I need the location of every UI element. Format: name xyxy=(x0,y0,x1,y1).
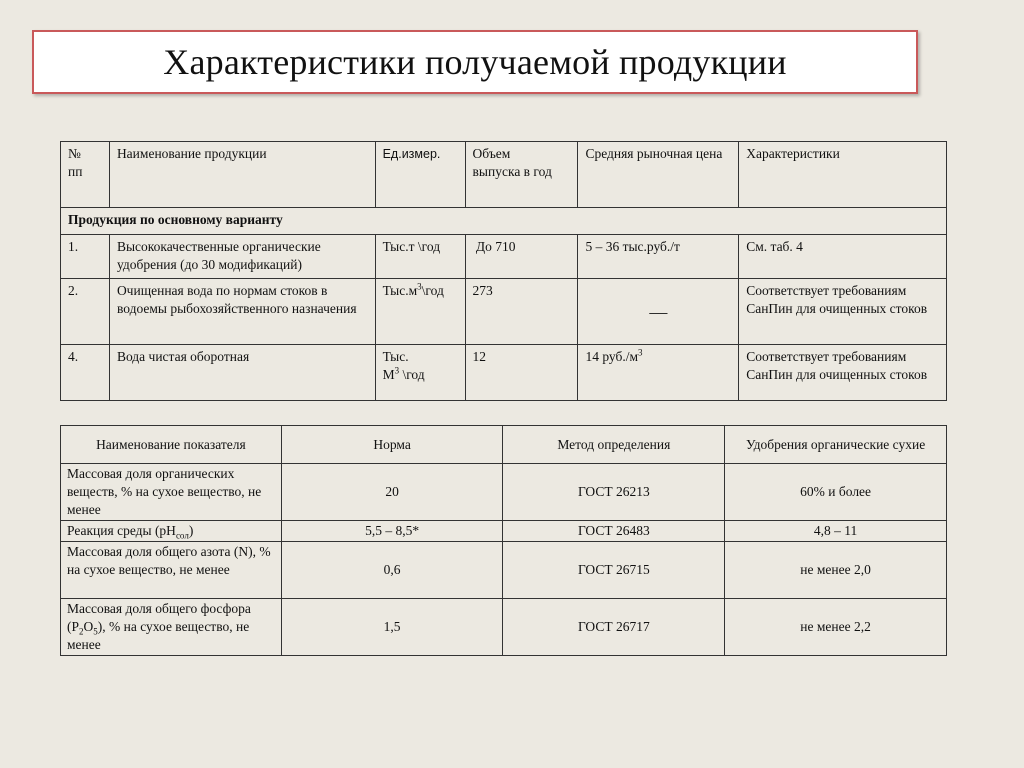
row-volume: 12 xyxy=(465,345,578,401)
header-characteristics: Характеристики xyxy=(739,142,947,208)
section-label: Продукция по основному варианту xyxy=(61,208,947,235)
row-characteristics: См. таб. 4 xyxy=(739,235,947,279)
row-price: 5 – 36 тыс.руб./т xyxy=(578,235,739,279)
row-indicator: Массовая доля общего фосфора $(P_2O_5)$, % на сухое вещество, не менее xyxy=(61,599,282,656)
indicators-table xyxy=(60,425,947,656)
row-norm: 0,6 xyxy=(281,542,503,599)
section-row xyxy=(61,208,947,235)
row-value: 4,8 – 11 xyxy=(725,521,947,542)
row-indicator: Реакция среды $(pH_{сол})$ xyxy=(61,521,282,542)
header-unit: Ед.измер. xyxy=(375,142,465,208)
row-name: Очищенная вода по нормам стоков в водоемы рыбохозяйственного назначения xyxy=(109,279,375,345)
row-unit: Тыс.т \год xyxy=(375,235,465,279)
title-box xyxy=(32,30,918,94)
table-row xyxy=(61,235,947,279)
header-price: Средняя рыночная цена xyxy=(578,142,739,208)
header-fertilizer: Удобрения органические сухие xyxy=(725,426,947,464)
row-norm: 1,5 xyxy=(281,599,503,656)
page-title: Характеристики получаемой продукции xyxy=(163,42,787,82)
row-price: — xyxy=(578,279,739,345)
row-norm: 20 xyxy=(281,464,503,521)
indicators-header-row xyxy=(61,426,947,464)
row-volume: 273 xyxy=(465,279,578,345)
table-row xyxy=(61,599,947,656)
row-norm: 5,5 – 8,5* xyxy=(281,521,503,542)
row-method: ГОСТ 26715 xyxy=(503,542,725,599)
row-name: Вода чистая оборотная xyxy=(109,345,375,401)
row-method: ГОСТ 26483 xyxy=(503,521,725,542)
header-num: № пп xyxy=(61,142,110,208)
table-row xyxy=(61,464,947,521)
header-method: Метод определения xyxy=(503,426,725,464)
row-name: Высококачественные органические удобрения (до 30 модификаций) xyxy=(109,235,375,279)
row-price: 14 $руб./м^3$ xyxy=(578,345,739,401)
row-num: 2. xyxy=(61,279,110,345)
row-num: 1. xyxy=(61,235,110,279)
row-unit: $Тыс.м^3\backslash год$ xyxy=(375,279,465,345)
table-row xyxy=(61,345,947,401)
header-product-name: Наименование продукции xyxy=(109,142,375,208)
row-value: не менее 2,0 xyxy=(725,542,947,599)
row-num: 4. xyxy=(61,345,110,401)
row-value: не менее 2,2 xyxy=(725,599,947,656)
header-volume: Объем выпуска в год xyxy=(465,142,578,208)
row-characteristics: Соответствует требованиям СанПин для очищенных стоков xyxy=(739,279,947,345)
row-unit: Тыс. $М^3$ \год xyxy=(375,345,465,401)
row-volume: До 710 xyxy=(465,235,578,279)
table-row xyxy=(61,279,947,345)
products-table xyxy=(60,141,947,401)
table-row xyxy=(61,542,947,599)
products-header-row xyxy=(61,142,947,208)
row-method: ГОСТ 26717 xyxy=(503,599,725,656)
row-method: ГОСТ 26213 xyxy=(503,464,725,521)
row-value: 60% и более xyxy=(725,464,947,521)
row-indicator: Массовая доля общего азота (N), % на сухое вещество, не менее xyxy=(61,542,282,599)
row-characteristics: Соответствует требованиям СанПин для очищенных стоков xyxy=(739,345,947,401)
header-norm: Норма xyxy=(281,426,503,464)
header-indicator: Наименование показателя xyxy=(61,426,282,464)
row-indicator: Массовая доля органических веществ, % на сухое вещество, не менее xyxy=(61,464,282,521)
table-row xyxy=(61,521,947,542)
